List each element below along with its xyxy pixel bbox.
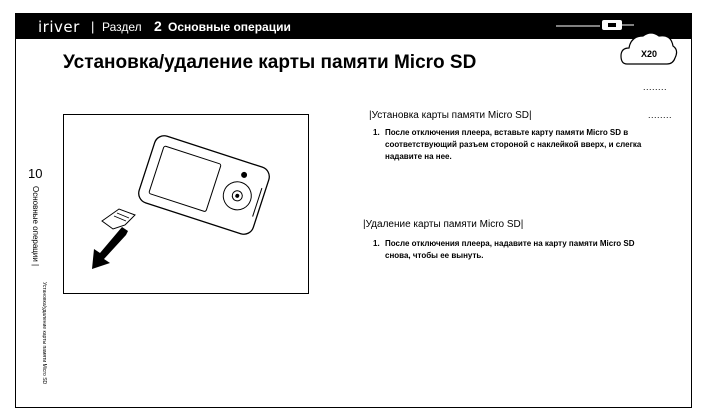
- install-step-number: 1.: [373, 128, 380, 137]
- page-number: 10: [28, 166, 43, 181]
- manual-page: [15, 13, 692, 408]
- side-subsection-label: Установка/удаление карты памяти Micro SD: [41, 282, 47, 385]
- section-number: 2: [154, 18, 162, 34]
- dotted-line: ........: [648, 110, 673, 120]
- dotted-line: ........: [643, 82, 668, 92]
- install-heading: |Установка карты памяти Micro SD|: [369, 110, 532, 121]
- model-badge: X20: [640, 49, 657, 59]
- remove-step-text: После отключения плеера, надавите на карту памяти Micro SD снова, чтобы ее вынуть.: [385, 239, 635, 260]
- install-step-text: После отключения плеера, вставьте карту памяти Micro SD в соответствующий разъем стороной с наклейкой вверх, и слегка надавите на нее.: [385, 128, 642, 161]
- section-name: Основные операции: [168, 20, 291, 34]
- header-separator: |: [91, 19, 95, 34]
- illustration-box: [63, 114, 309, 294]
- section-label: Раздел: [102, 20, 142, 34]
- side-section-label: Основные операции |: [31, 186, 40, 267]
- header-bar: [16, 14, 691, 39]
- brand-logo: iriver: [38, 18, 80, 36]
- remove-step-number: 1.: [373, 239, 380, 248]
- remove-heading: |Удаление карты памяти Micro SD|: [363, 219, 524, 230]
- page-title: Установка/удаление карты памяти Micro SD: [63, 52, 477, 73]
- insert-arrow-icon: [92, 227, 132, 271]
